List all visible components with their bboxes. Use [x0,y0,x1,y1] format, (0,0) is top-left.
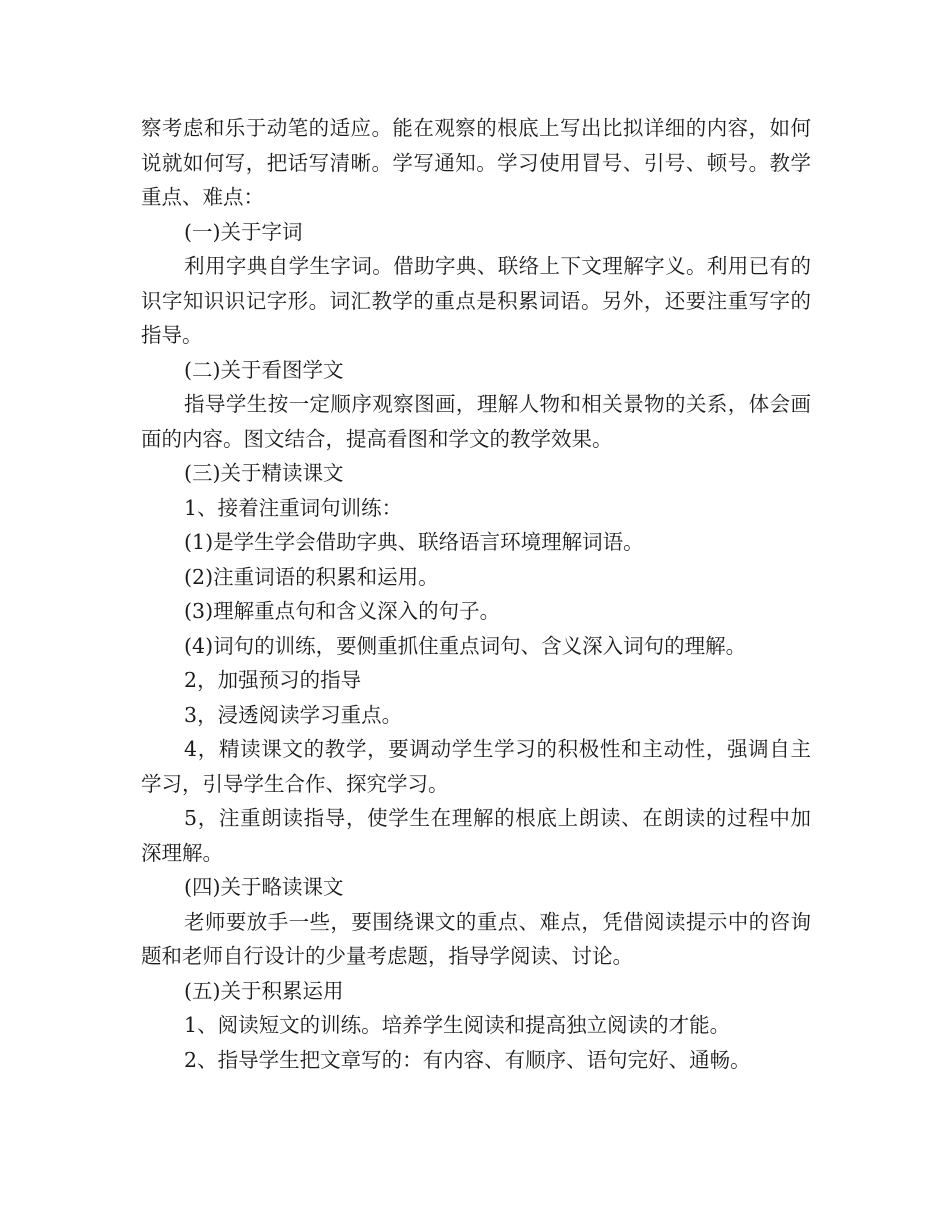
list-subitem-4: (4)词句的训练，要侧重抓住重点词句、含义深入词句的理解。 [184,633,747,658]
list-item-read-aloud: 5，注重朗读指导，使学生在理解的根底上朗读、在朗读的过程中加深理解。 [141,806,811,865]
section-heading-picture-reading: (二)关于看图学文 [184,357,344,382]
list-item-reading-focus: 3，浸透阅读学习重点。 [184,702,403,727]
paragraph-skim-reading: 老师要放手一些，要围绕课文的重点、难点，凭借阅读提示中的咨询题和老师自行设计的少量考虑题，指导学阅读、讨论。 [141,909,811,968]
list-item-word-sentence-training: 1、接着注重词句训练： [184,495,403,520]
paragraph-continuation: 察考虑和乐于动笔的适应。能在观察的根底上写出比拟详细的内容，如何说就如何写，把话写清晰。学写通知。学习使用冒号、引号、顿号。教学重点、难点： [141,116,811,209]
section-heading-intensive-reading: (三)关于精读课文 [184,461,344,485]
document-page [141,111,811,1077]
paragraph-vocabulary: 利用字典自学生字词。借助字典、联络上下文理解字义。利用已有的识字知识识记字形。词汇教学的重点是积累词语。另外，还要注重写字的指导。 [141,254,811,347]
list-subitem-2: (2)注重词语的积累和运用。 [184,564,439,589]
list-item-intensive-teaching: 4，精读课文的教学，要调动学生学习的积极性和主动性，强调自主学习，引导学生合作、探究学习。 [141,737,811,796]
paragraph-picture-reading: 指导学生按一定顺序观察图画，理解人物和相关景物的关系，体会画面的内容。图文结合，提高看图和学文的教学效果。 [141,392,811,451]
section-heading-skim-reading: (四)关于略读课文 [184,875,344,899]
list-subitem-1: (1)是学生学会借助字典、联络语言环境理解词语。 [184,530,644,554]
list-subitem-3: (3)理解重点句和含义深入的句子。 [184,599,501,623]
section-heading-accumulation: (五)关于积累运用 [184,978,344,1003]
list-item-short-text-training: 1、阅读短文的训练。培养学生阅读和提高独立阅读的才能。 [184,1013,731,1037]
section-heading-vocabulary: (一)关于字词 [184,219,303,244]
list-item-preview: 2，加强预习的指导 [184,668,362,692]
list-item-writing-guidance: 2、指导学生把文章写的：有内容、有顺序、语句完好、通畅。 [184,1047,751,1072]
